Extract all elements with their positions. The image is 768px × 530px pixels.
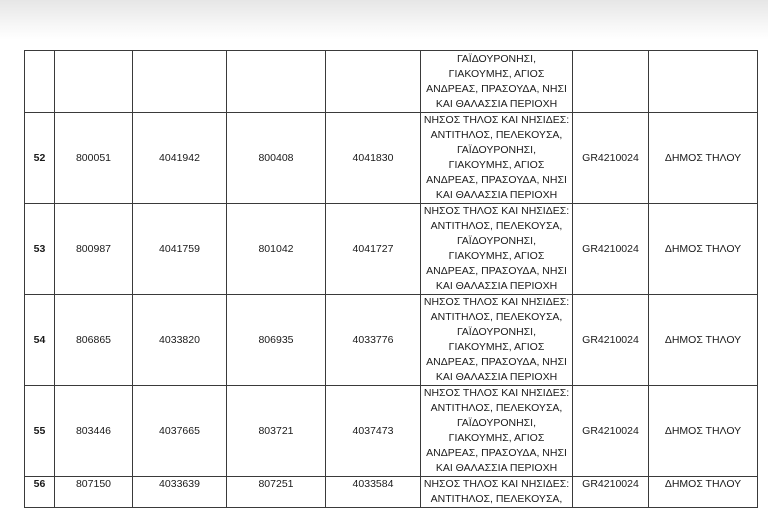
table-row xyxy=(25,113,758,204)
cell-y2: 4041830 xyxy=(326,113,421,204)
cell-municipality: ΔΗΜΟΣ ΤΗΛΟΥ xyxy=(649,295,758,386)
cell-code: GR4210024 xyxy=(573,204,649,295)
cell-municipality: ΔΗΜΟΣ ΤΗΛΟΥ xyxy=(649,386,758,477)
cell-x1: 806865 xyxy=(55,295,133,386)
cell-num: 56 xyxy=(25,477,55,508)
cell-area: ΝΗΣΟΣ ΤΗΛΟΣ ΚΑΙ ΝΗΣΙΔΕΣ: ΑΝΤΙΤΗΛΟΣ, ΠΕΛΕΚΟΥΣΑ, ΓΑΪΔΟΥΡΟΝΗΣΙ, ΓΙΑΚΟΥΜΗΣ, ΑΓΙΟΣ ΑΝΔΡΕΑΣ, ΠΡΑΣΟΥΔΑ, ΝΗΣΙ ΚΑΙ ΘΑΛΑΣΣΙΑ ΠΕΡΙΟΧΗ xyxy=(421,295,573,386)
cell-y2: 4037473 xyxy=(326,386,421,477)
table-row-continued xyxy=(25,51,758,113)
cell-area: ΝΗΣΟΣ ΤΗΛΟΣ ΚΑΙ ΝΗΣΙΔΕΣ: ΑΝΤΙΤΗΛΟΣ, ΠΕΛΕΚΟΥΣΑ, ΓΑΪΔΟΥΡΟΝΗΣΙ, ΓΙΑΚΟΥΜΗΣ, ΑΓΙΟΣ ΑΝΔΡΕΑΣ, ΠΡΑΣΟΥΔΑ, ΝΗΣΙ ΚΑΙ ΘΑΛΑΣΣΙΑ ΠΕΡΙΟΧΗ xyxy=(421,113,573,204)
table-row xyxy=(25,477,758,508)
cell-code: GR4210024 xyxy=(573,295,649,386)
cell-area: ΝΗΣΟΣ ΤΗΛΟΣ ΚΑΙ ΝΗΣΙΔΕΣ: ΑΝΤΙΤΗΛΟΣ, ΠΕΛΕΚΟΥΣΑ, ΓΑΪΔΟΥΡΟΝΗΣΙ, ΓΙΑΚΟΥΜΗΣ, ΑΓΙΟΣ ΑΝΔΡΕΑΣ, ΠΡΑΣΟΥΔΑ, ΝΗΣΙ ΚΑΙ ΘΑΛΑΣΣΙΑ ΠΕΡΙΟΧΗ xyxy=(421,204,573,295)
cell-y1: 4033639 xyxy=(133,477,227,508)
table-row xyxy=(25,204,758,295)
cell-y2: 4041727 xyxy=(326,204,421,295)
table-row xyxy=(25,295,758,386)
cell-x2: 801042 xyxy=(227,204,326,295)
cell-code: GR4210024 xyxy=(573,113,649,204)
cell-area: ΝΗΣΟΣ ΤΗΛΟΣ ΚΑΙ ΝΗΣΙΔΕΣ: ΑΝΤΙΤΗΛΟΣ, ΠΕΛΕΚΟΥΣΑ, xyxy=(421,477,573,508)
cell-municipality: ΔΗΜΟΣ ΤΗΛΟΥ xyxy=(649,477,758,508)
cell-y2 xyxy=(326,51,421,113)
cell-municipality xyxy=(649,51,758,113)
cell-code: GR4210024 xyxy=(573,386,649,477)
table-row xyxy=(25,386,758,477)
cell-y1: 4041759 xyxy=(133,204,227,295)
cell-municipality: ΔΗΜΟΣ ΤΗΛΟΥ xyxy=(649,204,758,295)
cell-y2: 4033584 xyxy=(326,477,421,508)
cell-code xyxy=(573,51,649,113)
cell-x1: 803446 xyxy=(55,386,133,477)
coordinates-table xyxy=(24,50,758,508)
cell-area: ΝΗΣΟΣ ΤΗΛΟΣ ΚΑΙ ΝΗΣΙΔΕΣ: ΑΝΤΙΤΗΛΟΣ, ΠΕΛΕΚΟΥΣΑ, ΓΑΪΔΟΥΡΟΝΗΣΙ, ΓΙΑΚΟΥΜΗΣ, ΑΓΙΟΣ ΑΝΔΡΕΑΣ, ΠΡΑΣΟΥΔΑ, ΝΗΣΙ ΚΑΙ ΘΑΛΑΣΣΙΑ ΠΕΡΙΟΧΗ xyxy=(421,386,573,477)
cell-area: ΓΑΪΔΟΥΡΟΝΗΣΙ, ΓΙΑΚΟΥΜΗΣ, ΑΓΙΟΣ ΑΝΔΡΕΑΣ, ΠΡΑΣΟΥΔΑ, ΝΗΣΙ ΚΑΙ ΘΑΛΑΣΣΙΑ ΠΕΡΙΟΧΗ xyxy=(421,51,573,113)
cell-x1 xyxy=(55,51,133,113)
cell-num: 54 xyxy=(25,295,55,386)
cell-x2: 800408 xyxy=(227,113,326,204)
cell-num: 53 xyxy=(25,204,55,295)
cell-y1: 4033820 xyxy=(133,295,227,386)
cell-code: GR4210024 xyxy=(573,477,649,508)
cell-y2: 4033776 xyxy=(326,295,421,386)
cell-x1: 800987 xyxy=(55,204,133,295)
cell-x1: 807150 xyxy=(55,477,133,508)
cell-x2: 806935 xyxy=(227,295,326,386)
cell-y1: 4037665 xyxy=(133,386,227,477)
cell-x1: 800051 xyxy=(55,113,133,204)
cell-num: 52 xyxy=(25,113,55,204)
cell-x2: 803721 xyxy=(227,386,326,477)
cell-num xyxy=(25,51,55,113)
cell-y1 xyxy=(133,51,227,113)
cell-num: 55 xyxy=(25,386,55,477)
cell-y1: 4041942 xyxy=(133,113,227,204)
cell-municipality: ΔΗΜΟΣ ΤΗΛΟΥ xyxy=(649,113,758,204)
cell-x2 xyxy=(227,51,326,113)
cell-x2: 807251 xyxy=(227,477,326,508)
